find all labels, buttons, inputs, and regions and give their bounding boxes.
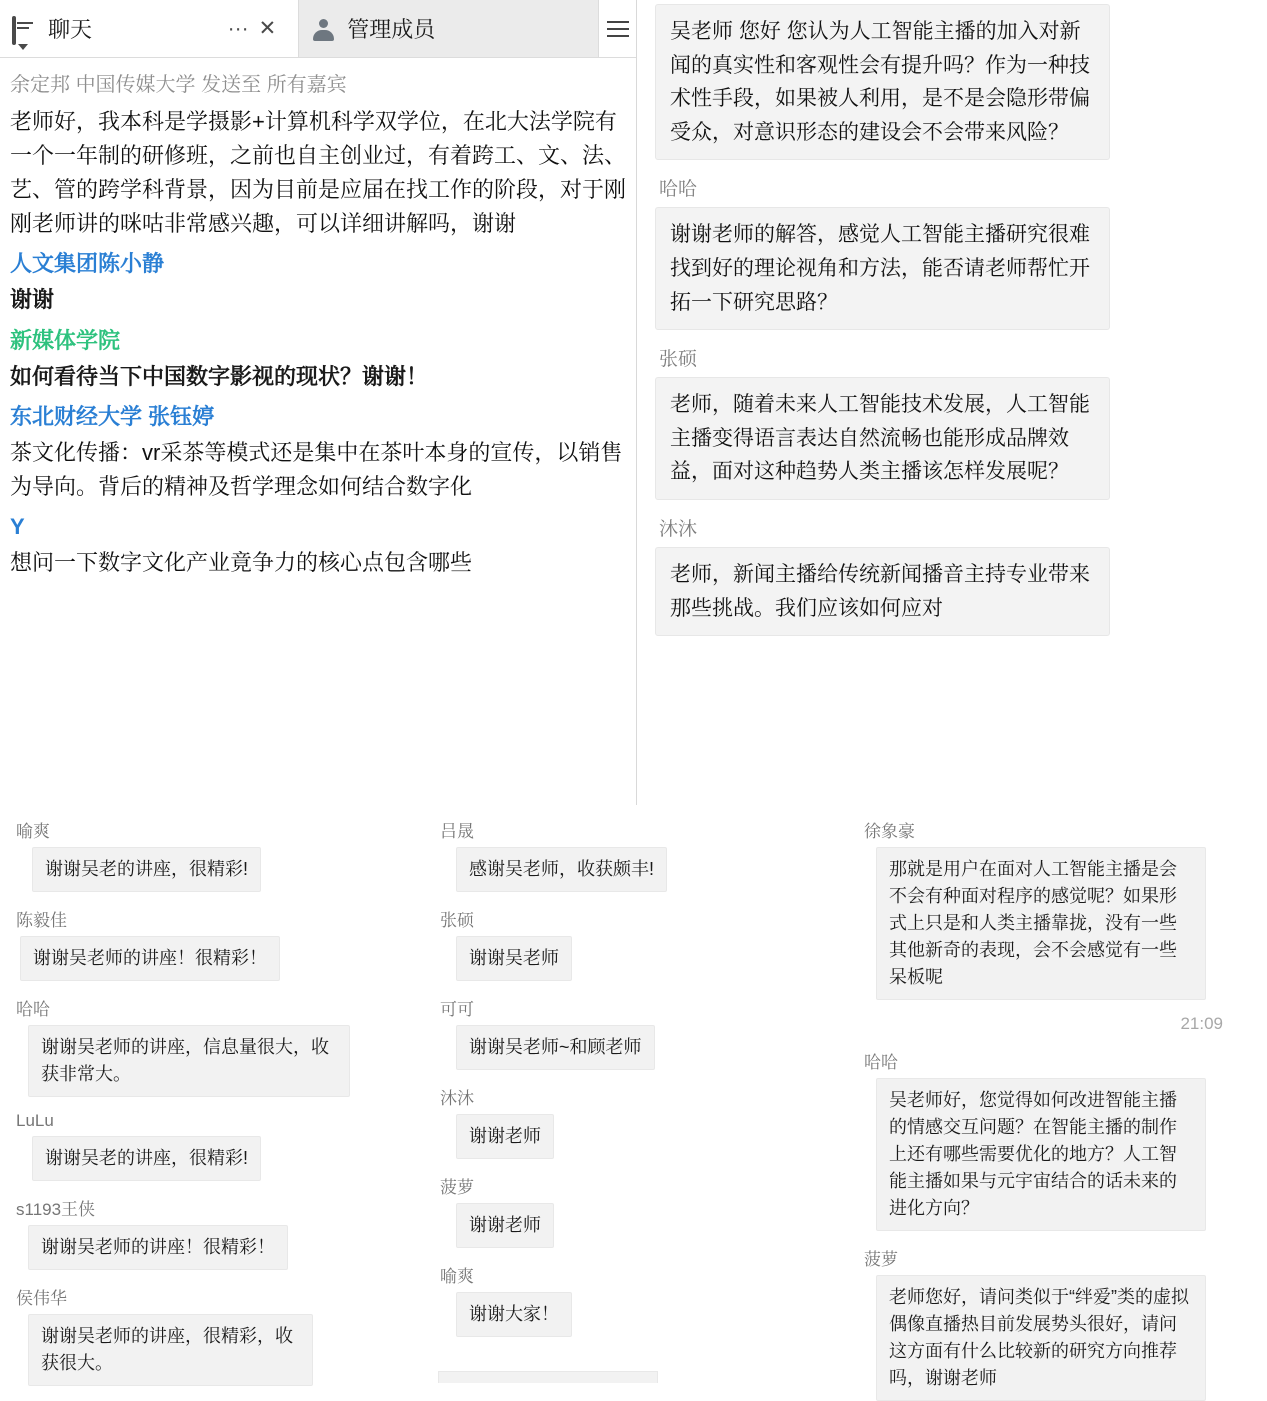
sender-name: 余定邦 [10,74,70,96]
partial-message-bubble [438,1371,658,1383]
message-bubble: 谢谢吴老师的讲座！很精彩！ [28,1225,288,1270]
tab-chat-label: 聊天 [48,17,93,42]
list-item [14,1111,410,1181]
sender-name[interactable]: 喻爽 [16,822,50,841]
tab-manage-members-label: 管理成员 [347,17,436,42]
sender-name[interactable]: 沐沐 [659,518,698,540]
sender-name[interactable]: 吕晟 [440,822,474,841]
sender-name[interactable]: s1193王侠 [16,1200,96,1219]
message-bubble: 谢谢吴老的讲座，很精彩! [32,847,261,892]
sender-org: 中国传媒大学 [75,74,196,96]
message-bubble: 那就是用户在面对人工智能主播是会不会有种面对程序的感觉呢？如果形式上只是和人类主播靠拢，没有一些其他新奇的表现，会不会感觉有一些呆板呢 [876,847,1206,1000]
message-text: 谢谢 [10,287,55,313]
timestamp: 21:09 [1180,1014,1223,1033]
message-text: 老师好，我本科是学摄影+计算机科学双学位，在北大法学院有一个一年制的研修班，之前也自主创业过，有着跨工、文、法、艺、管的跨学科背景，因为目前是应届在找工作的阶段，对于刚刚老师讲的咪咕非常感兴趣，可以详细讲解吗，谢谢 [10,109,627,237]
sender-name[interactable]: 人文集团陈小静 [10,251,165,277]
sender-name[interactable]: 菠萝 [864,1250,898,1269]
sender-name[interactable]: 张硕 [659,349,698,371]
question-feed [645,0,1267,805]
message-bubble: 谢谢吴老师 [456,936,572,981]
message-bubble: 谢谢老师 [456,1203,554,1248]
sender-name[interactable]: 侯伟华 [16,1289,67,1308]
sender-name[interactable]: 菠萝 [440,1178,474,1197]
list-item [655,344,1257,500]
sender-name[interactable]: 新媒体学院 [10,327,121,353]
tab-manage-members[interactable] [298,0,598,57]
list-item [655,514,1257,636]
send-to-target: 所有嘉宾 [266,74,347,96]
message-bubble: 谢谢大家！ [456,1292,572,1337]
message-column-2 [424,805,848,1377]
sender-name[interactable]: Y [10,514,25,540]
tab-chat[interactable] [0,0,298,57]
list-item [862,1048,1253,1231]
message-bubble: 谢谢吴老师的讲座，很精彩，收获很大。 [28,1314,313,1386]
chat-icon [12,18,38,40]
menu-icon[interactable] [607,21,636,37]
message-bubble: 老师，新闻主播给传统新闻播音主持专业带来那些挑战。我们应该如何应对 [655,547,1110,636]
message-bubble: 谢谢吴老师的讲座！很精彩！ [20,936,280,981]
list-item [655,174,1257,330]
list-item [655,4,1257,160]
message-text: 想问一下数字文化产业竟争力的核心点包含哪些 [10,550,473,576]
message-bubble: 谢谢吴老师~和顾老师 [456,1025,655,1070]
list-item [438,1173,834,1248]
message-column-3 [848,805,1267,1388]
chat-message-list [0,58,636,580]
message-bubble: 谢谢吴老师的讲座，信息量很大，收获非常大。 [28,1025,350,1097]
list-item [862,1245,1253,1401]
message-bubble: 谢谢老师 [456,1114,554,1159]
message-text: 如何看待当下中国数字影视的现状？谢谢！ [10,363,429,389]
message-bubble: 谢谢老师的解答，感觉人工智能主播研究很难找到好的理论视角和方法，能否请老师帮忙开拓一下研究思路？ [655,207,1110,330]
sender-name[interactable]: 哈哈 [16,1000,50,1019]
bottom-message-columns [0,805,1267,1388]
chat-titlebar [0,0,636,58]
list-item [14,1284,410,1386]
chat-panel [0,0,637,805]
list-item [14,1195,410,1270]
list-item [14,995,410,1097]
more-options-icon[interactable]: ··· [227,16,249,40]
sender-name[interactable]: 可可 [440,1000,474,1019]
list-item [438,817,834,892]
list-item [14,817,410,892]
person-icon [311,18,337,40]
close-icon[interactable]: ✕ [258,17,277,40]
message-bubble: 吴老师好，您觉得如何改进智能主播的情感交互问题？在智能主播的制作上还有哪些需要优化的地方？人工智能主播如果与元宇宙结合的话未来的进化方向？ [876,1078,1206,1231]
message-header [10,70,628,101]
list-item [862,817,1253,1000]
sender-name[interactable]: 沐沐 [440,1089,474,1108]
message-column-1 [0,805,424,1377]
list-item [438,906,834,981]
list-item [438,1262,834,1337]
send-to-label: 发送至 [201,74,262,96]
sender-name[interactable]: 哈哈 [659,179,698,201]
sender-name[interactable]: 哈哈 [864,1053,898,1072]
message-bubble: 老师您好，请问类似于“绊爱”类的虚拟偶像直播热目前发展势头很好，请问这方面有什么比较新的研究方向推荐吗，谢谢老师 [876,1275,1206,1401]
list-item [438,1084,834,1159]
sender-name[interactable]: 喻爽 [440,1267,474,1286]
message-text: 茶文化传播：vr采茶等模式还是集中在茶叶本身的宣传，以销售为导向。背后的精神及哲学理念如何结合数字化 [10,439,623,499]
sender-name[interactable]: LuLu [16,1111,54,1130]
sender-name[interactable]: 东北财经大学 张钰婷 [10,403,215,429]
message-bubble: 老师，随着未来人工智能技术发展，人工智能主播变得语言表达自然流畅也能形成品牌效益，面对这种趋势人类主播该怎样发展呢？ [655,377,1110,500]
message-bubble: 感谢吴老师，收获颇丰! [456,847,667,892]
sender-name[interactable]: 陈毅佳 [16,911,67,930]
list-item [14,906,410,981]
message-bubble: 谢谢吴老的讲座，很精彩! [32,1136,261,1181]
sender-name[interactable]: 徐象豪 [864,822,915,841]
message-bubble: 吴老师 您好 您认为人工智能主播的加入对新闻的真实性和客观性会有提升吗？作为一种技术性手段，如果被人利用，是不是会隐形带偏受众，对意识形态的建设会不会带来风险？ [655,4,1110,160]
list-item [438,995,834,1070]
sender-name[interactable]: 张硕 [440,911,474,930]
